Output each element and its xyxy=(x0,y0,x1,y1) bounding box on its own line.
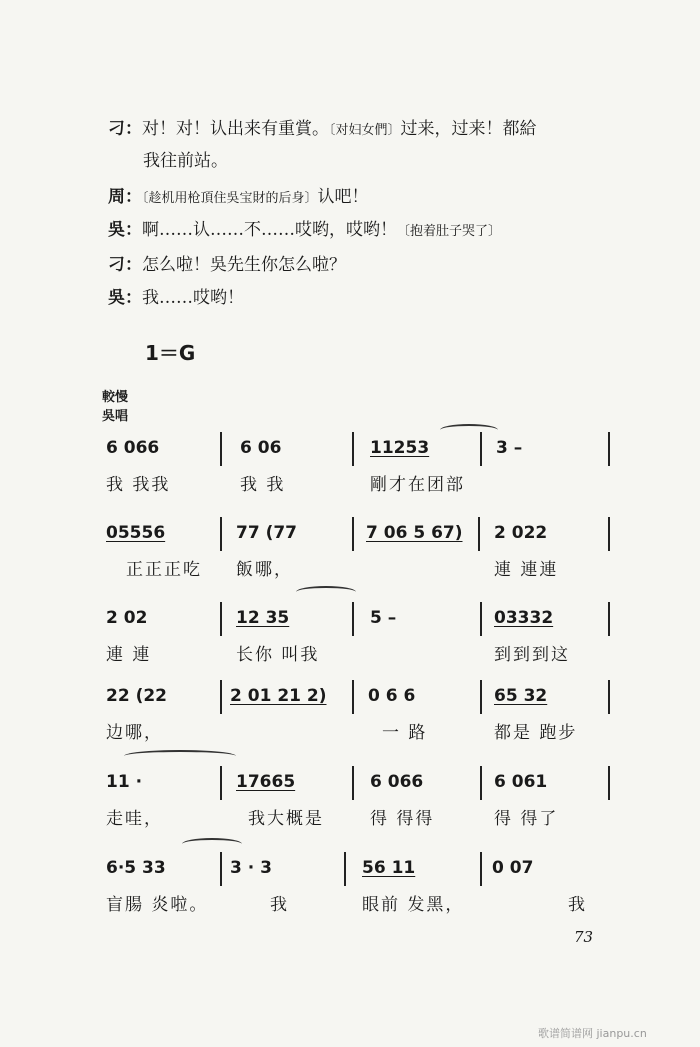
lyrics: 我大概是 xyxy=(248,809,324,829)
notes: 2 022 xyxy=(494,523,548,543)
page-number: 73 xyxy=(574,928,594,946)
notes: 6 061 xyxy=(494,772,548,792)
notes: 03332 xyxy=(494,608,554,628)
barline xyxy=(608,766,610,800)
barline xyxy=(352,680,354,714)
tempo-marking: 較慢 xyxy=(102,390,129,405)
dialogue-line-1: 刁：对！对！认出来有重賞。〔对妇女們〕过来，过来！都給 xyxy=(108,119,537,139)
notes: 3 · 3 xyxy=(230,858,272,878)
lyrics: 正正正吃 xyxy=(126,560,202,580)
barline xyxy=(480,852,482,886)
watermark: 歌谱简谱网 jianpu.cn xyxy=(538,1027,647,1040)
lyrics: 連 連 xyxy=(106,645,152,665)
barline xyxy=(220,766,222,800)
dialogue-line-5: 吳：我……哎哟！ xyxy=(108,288,244,308)
singer-marking: 吳唱 xyxy=(102,409,129,424)
notes: 22 (22 xyxy=(106,686,168,706)
lyrics: 都是 跑步 xyxy=(494,723,578,743)
lyrics: 我 我我 xyxy=(106,475,171,495)
notes: 65 32 xyxy=(494,686,548,706)
barline xyxy=(352,766,354,800)
barline xyxy=(608,602,610,636)
lyrics: 連 連連 xyxy=(494,560,559,580)
lyrics: 盲腸 炎啦。 xyxy=(106,895,209,915)
barline xyxy=(478,517,480,551)
lyrics: 到到到这 xyxy=(494,645,570,665)
barline xyxy=(480,432,482,466)
barline xyxy=(220,432,222,466)
lyrics: 走哇， xyxy=(106,809,163,829)
barline xyxy=(220,680,222,714)
lyrics: 得 得了 xyxy=(494,809,559,829)
lyrics: 得 得得 xyxy=(370,809,435,829)
barline xyxy=(344,852,346,886)
barline xyxy=(480,680,482,714)
lyrics: 眼前 发黑， xyxy=(362,895,465,915)
slur xyxy=(182,838,242,850)
barline xyxy=(608,680,610,714)
notes: 6 06 xyxy=(240,438,282,458)
lyrics: 我 xyxy=(270,895,289,915)
barline xyxy=(352,602,354,636)
barline xyxy=(608,517,610,551)
notes: 5 – xyxy=(370,608,397,628)
notes: 56 11 xyxy=(362,858,416,878)
lyrics: 边哪， xyxy=(106,723,163,743)
notes: 6·5 33 xyxy=(106,858,166,878)
slur xyxy=(296,586,356,598)
notes: 3 – xyxy=(496,438,523,458)
dialogue-line-2: 周：〔趁机用枪頂住吳宝財的后身〕认吧！ xyxy=(108,187,369,207)
notes: 6 066 xyxy=(370,772,424,792)
notes: 0 07 xyxy=(492,858,534,878)
dialogue-line-4: 刁：怎么啦！吳先生你怎么啦？ xyxy=(108,255,346,275)
barline xyxy=(352,432,354,466)
lyrics: 长你 叫我 xyxy=(236,645,320,665)
notes: 12 35 xyxy=(236,608,290,628)
barline xyxy=(220,602,222,636)
slur xyxy=(440,424,498,436)
barline xyxy=(352,517,354,551)
dialogue-line-3: 吳：啊……认……不……哎哟，哎哟！〔抱着肚子哭了〕 xyxy=(108,220,502,240)
notes: 6 066 xyxy=(106,438,160,458)
notes: 2 02 xyxy=(106,608,148,628)
dialogue-line-1-cont: 我往前站。 xyxy=(143,151,228,171)
lyrics: 剛才在团部 xyxy=(370,475,465,495)
notes: 11 · xyxy=(106,772,143,792)
lyrics: 我 我 xyxy=(240,475,286,495)
barline xyxy=(480,766,482,800)
barline xyxy=(608,432,610,466)
notes: 77 (77 xyxy=(236,523,298,543)
lyrics: 一 路 xyxy=(382,723,428,743)
notes: 11253 xyxy=(370,438,430,458)
lyrics: 我 xyxy=(568,895,587,915)
key-signature: 1＝G xyxy=(145,341,196,365)
barline xyxy=(480,602,482,636)
lyrics: 飯哪， xyxy=(236,560,293,580)
barline xyxy=(220,852,222,886)
notes: 7 06 5 67) xyxy=(366,523,463,543)
notes: 2 01 21 2) xyxy=(230,686,327,706)
notes: 05556 xyxy=(106,523,166,543)
notes: 0 6 6 xyxy=(368,686,416,706)
barline xyxy=(220,517,222,551)
slur xyxy=(124,750,236,762)
notes: 17665 xyxy=(236,772,296,792)
